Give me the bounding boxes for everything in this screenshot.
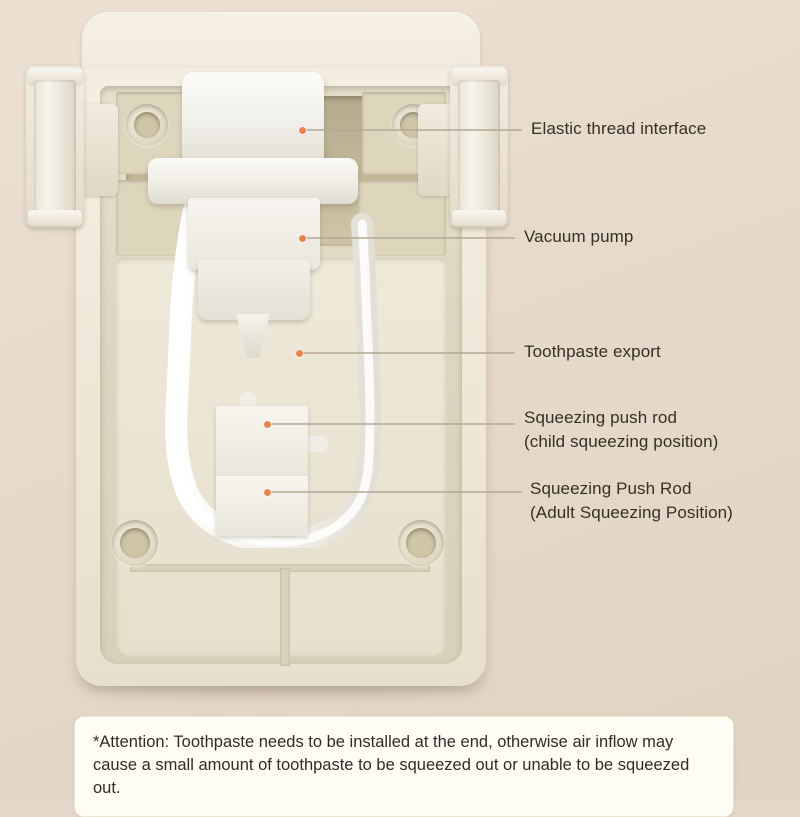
callout-label-line2: (Adult Squeezing Position) xyxy=(530,503,733,522)
callout-label-adult-push-rod xyxy=(530,477,733,525)
callout-label-line1: Elastic thread interface xyxy=(531,119,707,138)
cavity-divider-vertical xyxy=(280,568,290,666)
left-clamp-arm xyxy=(78,104,118,196)
vacuum-pump-lower-body xyxy=(198,260,310,320)
callout-label-toothpaste-export xyxy=(524,340,661,364)
attention-note-text: *Attention: Toothpaste needs to be installed at the end, otherwise air inflow may cause a small amount of toothpaste to be squeezed out or unable to be squeezed out. xyxy=(93,733,690,797)
callout-label-child-push-rod xyxy=(524,406,718,454)
child-squeeze-plate xyxy=(216,406,308,478)
left-clamp-bar xyxy=(34,80,76,214)
callout-label-line1: Squeezing Push Rod xyxy=(530,479,692,498)
right-clamp-bar xyxy=(458,80,500,214)
right-toothbrush-clamp xyxy=(450,66,508,228)
callout-label-line2: (child squeezing position) xyxy=(524,432,719,451)
elastic-thread-interface-part xyxy=(182,72,324,164)
product-illustration xyxy=(30,8,500,698)
callout-label-line1: Squeezing push rod xyxy=(524,408,678,427)
left-clamp-bottom-cap xyxy=(28,210,82,226)
left-toothbrush-clamp xyxy=(26,66,84,228)
mount-ring-top-left xyxy=(126,104,168,146)
callout-label-line1: Vacuum pump xyxy=(524,227,634,246)
callout-label-line1: Toothpaste export xyxy=(524,342,661,361)
adult-squeeze-plate xyxy=(216,476,308,536)
callout-label-elastic-thread-interface xyxy=(531,117,706,141)
right-clamp-bottom-cap xyxy=(452,210,506,226)
attention-note xyxy=(74,716,734,817)
callout-label-vacuum-pump xyxy=(524,225,633,249)
mount-ring-bottom-right xyxy=(398,520,444,566)
